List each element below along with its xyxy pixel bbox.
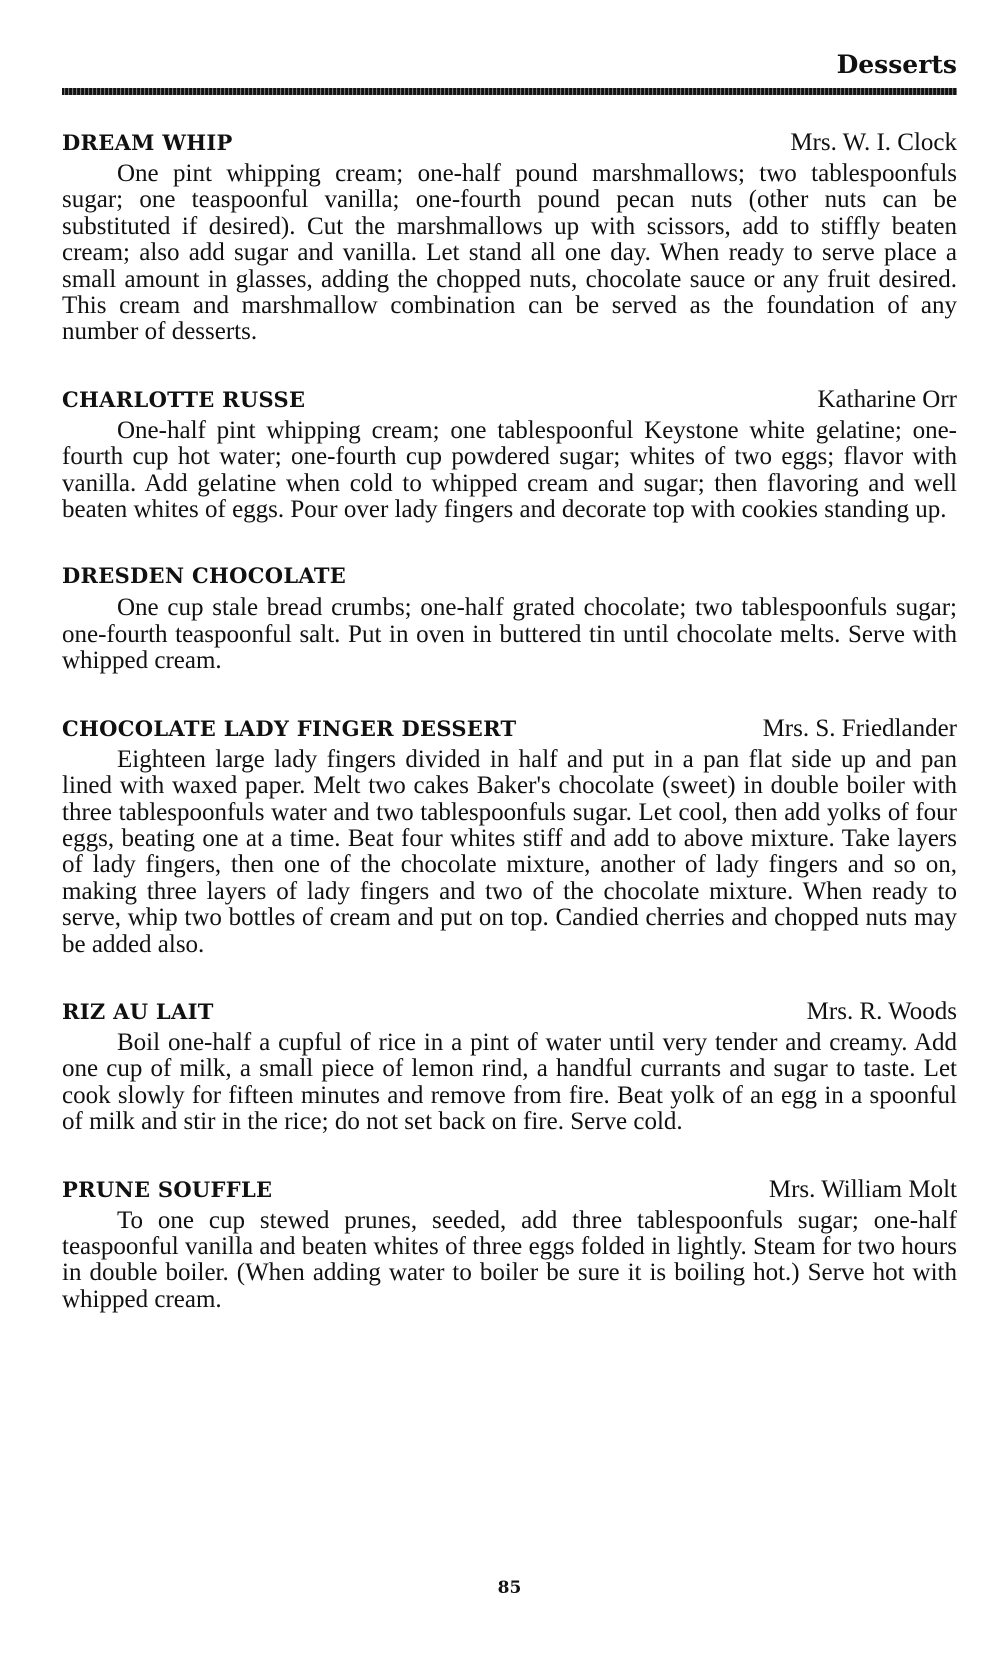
- recipe-heading: [62, 998, 957, 1030]
- recipe-body: One pint whipping cream; one-half pound marshmallows; two tablespoonfuls sugar; one teaspoonful vanilla; one-fourth pound pecan nuts (other nuts can be substituted if desired). Cut the marshmallows up with scissors, add to stiffly beaten cream; also add sugar and vanilla. Let stand all one day. When ready to serve place a small amount in glasses, adding the chopped nuts, chocolate sauce or any fruit desired. This cream and marshmallow combination can be served as the foundation of any number of desserts.: [62, 160, 957, 346]
- recipe-heading: [62, 715, 957, 747]
- header-rule: [62, 88, 957, 95]
- recipe-author: Katharine Orr: [817, 385, 957, 413]
- recipe-heading: [62, 563, 957, 595]
- recipe-title: CHOCOLATE LADY FINGER DESSERT: [62, 715, 517, 741]
- recipe-body: Eighteen large lady fingers divided in half and put in a pan flat side up and pan lined with waxed paper. Melt two cakes Baker's chocolate (sweet) in double boiler with three tablespoonfuls water and two tablespoonfuls sugar. Let cool, then add yolks of four eggs, beating one at a time. Beat four whites stiff and add to above mixture. Take layers of lady fingers, then one of the chocolate mixture, another of lady fingers and so on, making three layers of lady fingers and two of the chocolate mixture. When ready to serve, whip two bottles of cream and put on top. Candied cherries and chopped nuts may be added also.: [62, 745, 957, 958]
- recipe-prune-souffle: [62, 1176, 957, 1314]
- recipe-author: Mrs. W. I. Clock: [790, 129, 957, 156]
- recipe-charlotte-russe: [62, 386, 957, 524]
- recipe-dream-whip: [62, 129, 957, 346]
- page-number: 85: [497, 1578, 522, 1598]
- section-header: Desserts: [836, 50, 957, 79]
- recipe-dresden-chocolate: [62, 563, 957, 674]
- recipe-title: DRESDEN CHOCOLATE: [62, 563, 347, 589]
- recipe-title: PRUNE SOUFFLE: [62, 1176, 273, 1202]
- recipe-body: One cup stale bread crumbs; one-half grated chocolate; two tablespoonfuls sugar; one-fourth teaspoonful salt. Put in oven in buttered tin until chocolate melts. Serve with whipped cream.: [62, 594, 957, 675]
- recipe-heading: [62, 386, 957, 418]
- recipe-author: Mrs. S. Friedlander: [762, 714, 957, 742]
- recipe-title: DREAM WHIP: [62, 130, 233, 155]
- recipe-heading: [62, 129, 957, 161]
- recipe-title: CHARLOTTE RUSSE: [62, 386, 306, 412]
- recipe-title: RIZ AU LAIT: [62, 998, 214, 1024]
- recipe-riz-au-lait: [62, 998, 957, 1136]
- recipe-body: One-half pint whipping cream; one tablespoonful Keystone white gelatine; one-fourth cup hot water; one-fourth cup powdered sugar; whites of two eggs; flavor with vanilla. Add gelatine when cold to whipped cream and sugar; then flavoring and well beaten whites of eggs. Pour over lady fingers and decorate top with cookies standing up.: [62, 416, 957, 524]
- recipe-chocolate-lady-finger-dessert: [62, 715, 957, 958]
- cookbook-page: [62, 50, 957, 1650]
- recipe-body: To one cup stewed prunes, seeded, add three tablespoonfuls sugar; one-half teaspoonful vanilla and beaten whites of three eggs folded in lightly. Steam for two hours in double boiler. (When adding water to boiler be sure it is boiling hot.) Serve hot with whipped cream.: [62, 1206, 957, 1313]
- recipe-body: Boil one-half a cupful of rice in a pint of water until very tender and creamy. Add one cup of milk, a small piece of lemon rind, a handful currants and sugar to taste. Let cook slowly for fifteen minutes and remove from fire. Beat yolk of an egg in a spoonful of milk and stir in the rice; do not set back on fire. Serve cold.: [62, 1028, 957, 1136]
- recipe-heading: [62, 1176, 957, 1208]
- recipe-author: Mrs. William Molt: [768, 1175, 957, 1203]
- recipe-author: Mrs. R. Woods: [806, 997, 957, 1025]
